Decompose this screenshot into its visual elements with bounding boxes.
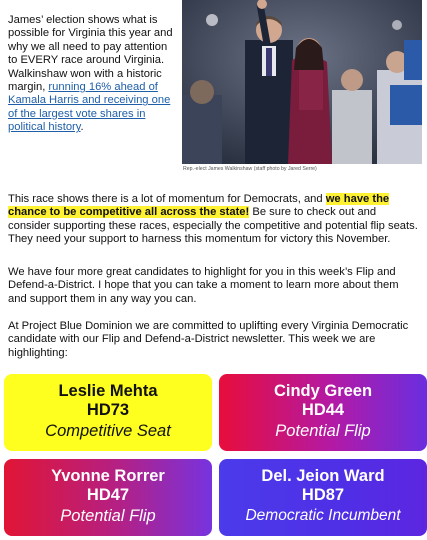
candidates-intro-paragraph: We have four more great candidates to highlight for you in this week’s Flip and Defend-a-District. I hope that you can take a moment to learn more about them and support them in any way you can. bbox=[8, 266, 399, 305]
vote-share-link[interactable]: running 16% ahead of Kamala Harris and receiving one of the largest vote shares in political history bbox=[8, 81, 171, 134]
momentum-paragraph bbox=[8, 193, 420, 247]
candidate-district: HD47 bbox=[86, 486, 130, 504]
candidate-status: Democratic Incumbent bbox=[245, 507, 401, 524]
candidate-card-leslie-mehta[interactable] bbox=[4, 374, 212, 451]
candidate-status: Potential Flip bbox=[60, 507, 156, 525]
candidate-district: HD87 bbox=[301, 486, 345, 504]
photo-caption: Rep.-elect James Walkinshaw (staff photo by Jared Serre) bbox=[183, 166, 317, 172]
pbd-commitment-paragraph: At Project Blue Dominion we are committed to uplifting every Virginia Democratic candidate with our Flip and Defend-a-District newsletter. This week we are highlighting: bbox=[8, 320, 409, 359]
candidate-card-yvonne-rorrer[interactable] bbox=[4, 459, 212, 536]
candidate-district: HD44 bbox=[301, 401, 345, 419]
candidate-name: Del. Jeion Ward bbox=[261, 467, 385, 485]
intro-text: James’ election shows what is possible for Virginia this year and why we all need to pay attention to EVERY race around Virginia. Walkinshaw won with a historic margin, bbox=[8, 14, 173, 94]
candidate-card-cindy-green[interactable] bbox=[219, 374, 427, 451]
candidate-status: Competitive Seat bbox=[45, 422, 171, 440]
candidate-name: Yvonne Rorrer bbox=[51, 467, 165, 485]
candidate-name: Cindy Green bbox=[273, 382, 373, 400]
highlighted-text: we have the chance to be competitive all across the state! bbox=[8, 193, 390, 219]
walkinshaw-photo bbox=[182, 0, 422, 164]
candidate-district: HD73 bbox=[86, 401, 130, 419]
intro-paragraph bbox=[8, 14, 176, 135]
photo-figure bbox=[182, 0, 422, 178]
intro-end: . bbox=[80, 121, 84, 134]
momentum-text-end: Be sure to check out and consider supporting these races, especially the competitive and potential flip seats. They need your support to harness this momentum for victory this November. bbox=[8, 206, 418, 246]
candidate-card-jeion-ward[interactable] bbox=[219, 459, 427, 536]
candidate-status: Potential Flip bbox=[275, 422, 371, 440]
momentum-text-start: This race shows there is a lot of momentum for Democrats, and bbox=[8, 193, 326, 205]
candidate-name: Leslie Mehta bbox=[58, 382, 158, 400]
